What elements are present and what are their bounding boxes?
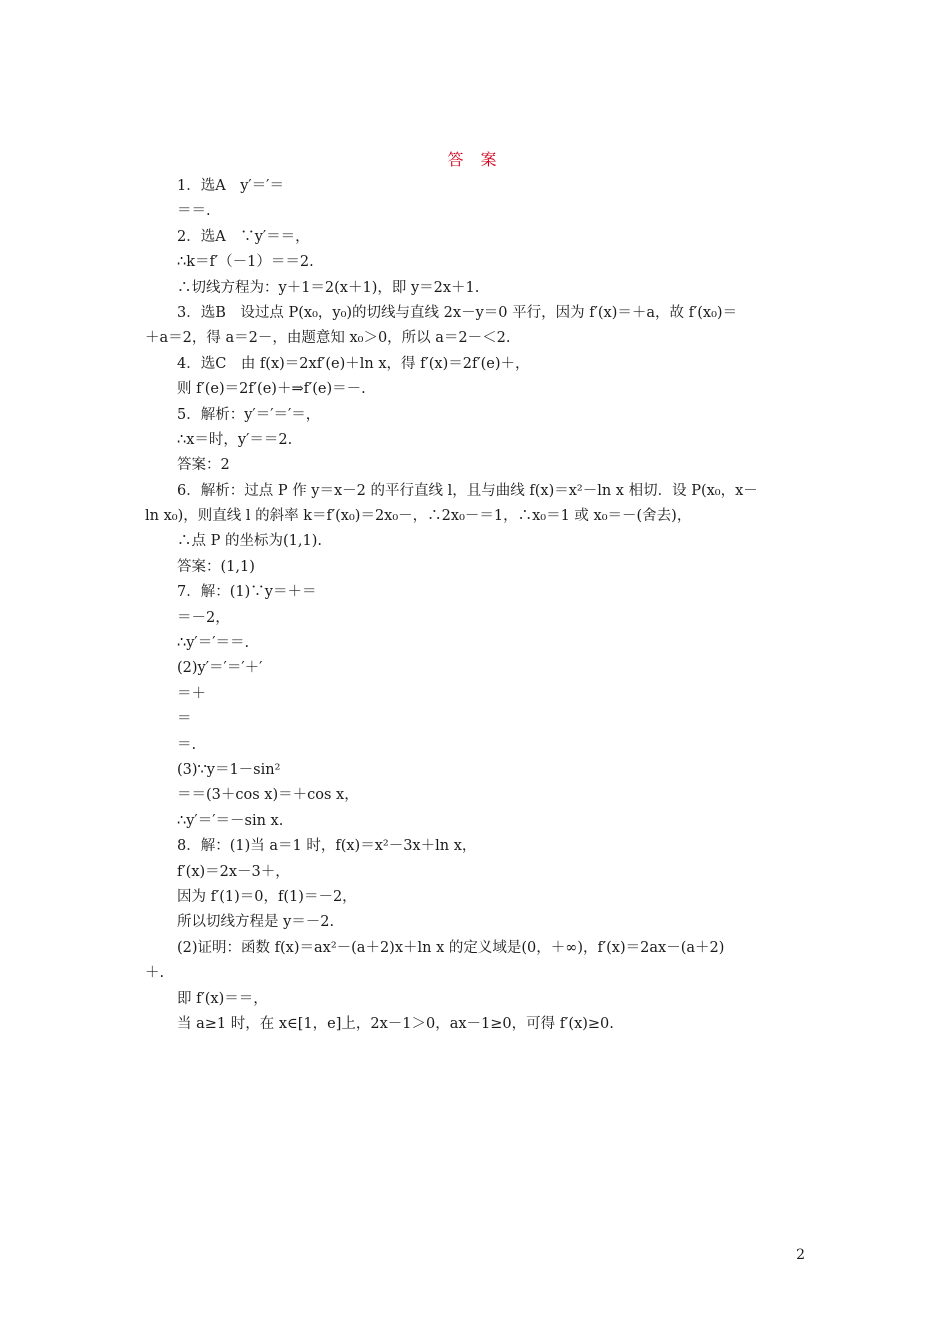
text-line: 答案：(1,1)	[177, 558, 255, 575]
text-line: f′(x)＝2x－3＋，	[177, 863, 290, 880]
text-line: ＋.	[145, 965, 165, 982]
text-line: ＝.	[177, 736, 197, 753]
text-line: 则 f′(e)＝2f′(e)＋⇒f′(e)＝－.	[177, 381, 366, 398]
text-line: 因为 f′(1)＝0，f(1)＝－2，	[177, 888, 357, 905]
text-line: ∴k＝f′（－1）＝＝2.	[177, 254, 314, 271]
page-number: 2	[796, 1247, 805, 1263]
text-line: ＝－2，	[177, 609, 230, 626]
text-line: ＝＝.	[177, 203, 211, 220]
page-title: 答 案	[447, 150, 503, 169]
text-line: 3．选B 设过点 P(x₀，y₀)的切线与直线 2x－y＝0 平行，因为 f′(x)＝＋a，故 f′(x₀)＝	[177, 304, 738, 321]
text-line: (2)y′＝′＝′＋′	[177, 660, 263, 677]
text-line: ∴点 P 的坐标为(1,1).	[177, 533, 322, 550]
text-line: (3)∵y＝1－sin²	[177, 761, 281, 778]
text-line: 当 a≥1 时，在 x∈[1，e]上，2x－1＞0，ax－1≥0，可得 f′(x)≥0.	[177, 1015, 614, 1032]
text-line: 即 f′(x)＝＝，	[177, 990, 268, 1007]
text-line: (2)证明：函数 f(x)＝ax²－(a＋2)x＋ln x 的定义域是(0，＋∞)，f′(x)＝2ax－(a＋2)	[177, 939, 725, 956]
text-line: 答案：2	[177, 457, 230, 474]
text-line: ∴y′＝′＝＝.	[177, 635, 250, 652]
text-line: ∴y′＝′＝－sin x.	[177, 812, 284, 829]
text-line: ＋a＝2，得 a＝2－，由题意知 x₀＞0，所以 a＝2－＜2.	[145, 330, 511, 347]
text-line: 8．解：(1)当 a＝1 时，f(x)＝x²－3x＋ln x，	[177, 838, 477, 855]
text-line: ＝＋	[177, 685, 206, 702]
text-line: 7．解：(1)∵y＝＋＝	[177, 584, 317, 601]
text-line: ∴x＝时，y′＝＝2.	[177, 431, 293, 448]
text-line: 5．解析：y′＝′＝′＝，	[177, 406, 321, 423]
text-line: ∴切线方程为：y＋1＝2(x＋1)，即 y＝2x＋1.	[177, 279, 480, 296]
text-line: 6．解析：过点 P 作 y＝x－2 的平行直线 l，且与曲线 f(x)＝x²－ln x 相切．设 P(x₀，x－	[177, 482, 758, 499]
text-line: ＝＝(3＋cos x)＝＋cos x，	[177, 787, 359, 804]
text-line: ln x₀)，则直线 l 的斜率 k＝f′(x₀)＝2x₀－，∴2x₀－＝1，∴x₀＝1 或 x₀＝－(舍去)，	[145, 508, 692, 525]
text-line: 4．选C 由 f(x)＝2xf′(e)＋ln x，得 f′(x)＝2f′(e)＋，	[177, 355, 530, 372]
answer-body	[145, 174, 810, 1037]
text-line: 2．选A ∵y′＝＝，	[177, 228, 310, 245]
text-line: ＝	[177, 711, 192, 728]
text-line: 所以切线方程是 y＝－2.	[177, 914, 335, 931]
text-line: 1．选A y′＝′＝	[177, 178, 284, 194]
